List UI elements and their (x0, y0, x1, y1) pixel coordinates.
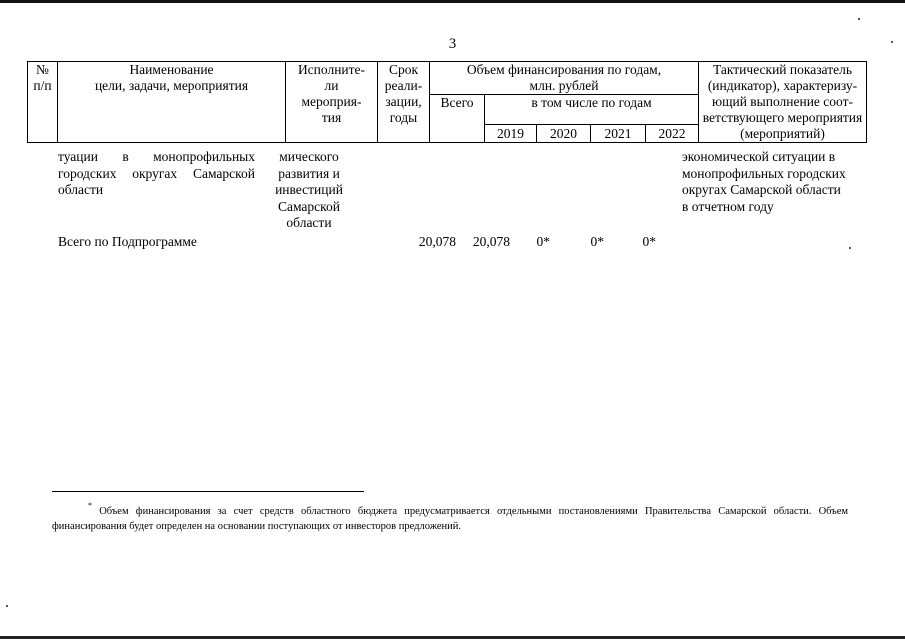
table-header (27, 61, 867, 143)
header-indicator: Тактический показатель (индикатор), характеризу- ющий выполнение соот- ветствующего мероприятия (мероприятий) (699, 62, 867, 143)
continuation-indicator-cell (682, 149, 868, 215)
footnote (52, 498, 848, 534)
name-line: области (58, 182, 104, 197)
continuation-name-cell (58, 149, 255, 199)
footnote-text: Объем финансирования за счет средств областного бюджета предусматривается отдельными постановлениями Правительства Самарской области. Объем финансирования будет определен на основании поступающих от инвесторов предложений. (52, 506, 848, 532)
continuation-executor-cell (266, 149, 352, 232)
header-term: Срок реали- зации, годы (378, 62, 430, 143)
executor-line: области (286, 215, 332, 230)
scan-bottom-edge (0, 636, 905, 639)
executor-line: Самарской (277, 198, 341, 214)
indicator-line: в отчетном году (682, 198, 774, 214)
scan-speck (6, 605, 8, 607)
indicator-line: монопрофильных городских (682, 165, 846, 181)
name-line: туации в монопрофильных (58, 149, 255, 164)
executor-line: мического (279, 149, 339, 164)
total-2021-value: 0* (590, 234, 604, 249)
total-2022-value: 0* (642, 234, 656, 249)
indicator-line: экономической ситуации в (682, 149, 836, 164)
header-by-years: в том числе по годам (485, 95, 699, 125)
footnote-separator (52, 491, 364, 492)
header-year-2022: 2022 (646, 125, 699, 143)
header-total: Всего (430, 95, 485, 143)
scan-top-edge (0, 0, 905, 3)
scan-speck (849, 247, 851, 249)
header-year-2021: 2021 (591, 125, 646, 143)
header-financing: Объем финансирования по годам, млн. рублей (430, 62, 699, 95)
total-2020-value: 0* (536, 234, 550, 249)
header-executor: Исполните- ли мероприя- тия (286, 62, 378, 143)
total-value: 20,078 (418, 234, 456, 249)
footnote-mark: * (88, 501, 92, 510)
scan-speck (858, 18, 860, 20)
header-year-2019: 2019 (485, 125, 537, 143)
page-number: 3 (448, 36, 457, 52)
header-name: Наименование цели, задачи, мероприятия (58, 62, 286, 143)
executor-line: инвестиций (275, 182, 343, 197)
executor-line: развития и (278, 165, 340, 181)
indicator-line: округах Самарской области (682, 182, 841, 197)
total-row-label: Всего по Подпрограмме (58, 234, 197, 249)
header-year-2020: 2020 (537, 125, 591, 143)
name-line: городских округах Самарской (58, 165, 255, 181)
total-2019-value: 20,078 (472, 234, 510, 249)
header-number: № п/п (28, 62, 58, 143)
